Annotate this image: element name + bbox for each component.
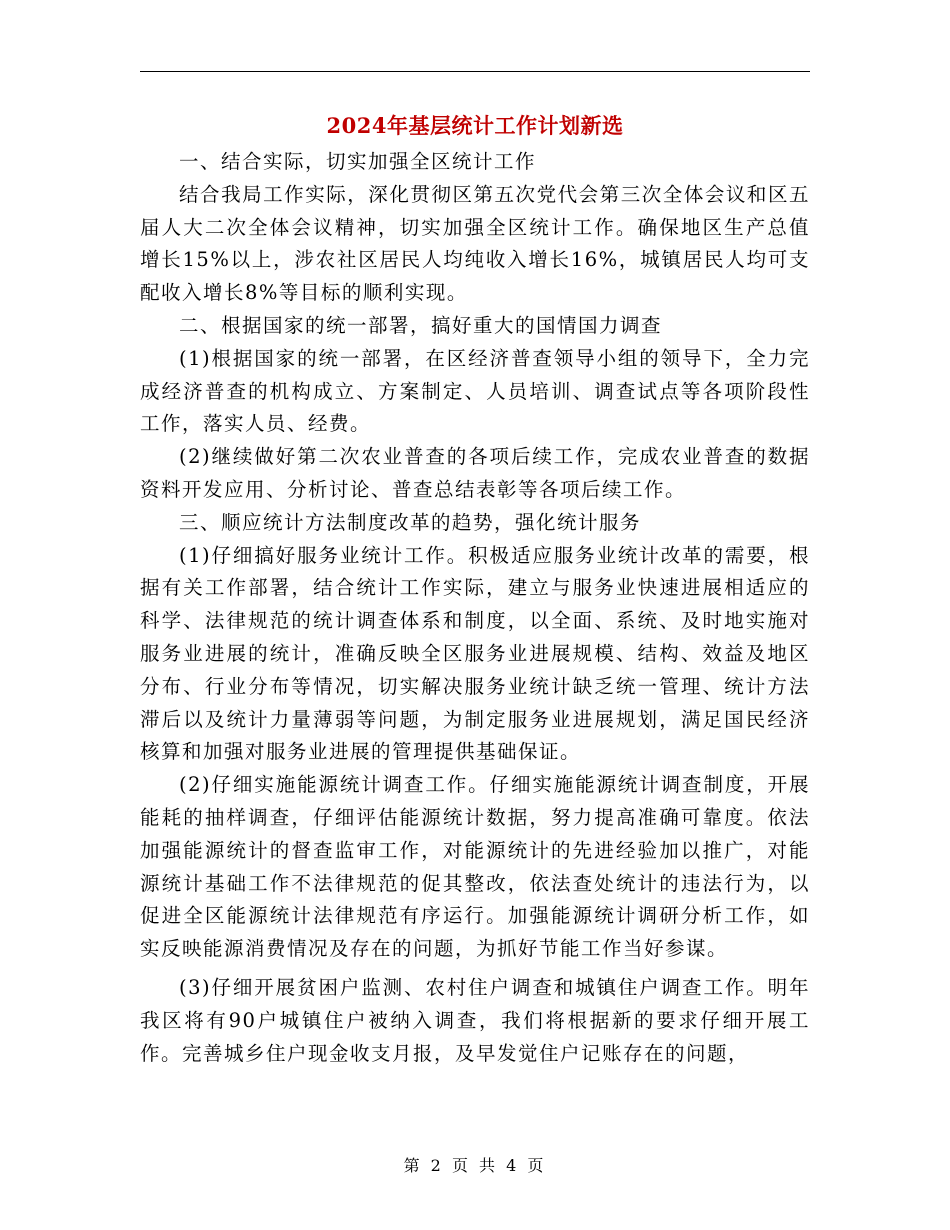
paragraph: (2)继续做好第二次农业普查的各项后续工作，完成农业普查的数据资料开发应用、分析讨论、普查总结表彰等各项后续工作。 bbox=[140, 445, 810, 501]
page-number: 第 2 页 共 4 页 bbox=[403, 1156, 547, 1175]
paragraph: 结合我局工作实际，深化贯彻区第五次党代会第三次全体会议和区五届人大二次全体会议精神，切实加强全区统计工作。确保地区生产总值增长15%以上，涉农社区居民人均纯收入增长16%，城镇居民人均可支配收入增长8%等目标的顺利实现。 bbox=[140, 182, 810, 305]
section-heading-1: 一、结合实际，切实加强全区统计工作 bbox=[179, 150, 537, 173]
section-heading-3: 三、顺应统计方法制度改革的趋势，强化统计服务 bbox=[179, 510, 642, 534]
header-rule bbox=[140, 71, 810, 72]
paragraph: (3)仔细开展贫困户监测、农村住户调查和城镇住户调查工作。明年我区将有90户城镇住户被纳入调查，我们将根据新的要求仔细开展工作。完善城乡住户现金收支月报，及早发觉住户记账存在的问题， bbox=[140, 975, 810, 1065]
document-body bbox=[140, 146, 810, 1070]
paragraph: (2)仔细实施能源统计调查工作。仔细实施能源统计调查制度，开展能耗的抽样调查，仔细评估能源统计数据，努力提高准确可靠度。依法加强能源统计的督查监审工作，对能源统计的先进经验加以推广，对能源统计基础工作不法律规范的促其整改，依法查处统计的违法行为，以促进全区能源统计法律规范有序运行。加强能源统计调研分析工作，如实反映能源消费情况及存在的问题，为抓好节能工作当好参谋。 bbox=[140, 773, 810, 961]
paragraph: (1)仔细搞好服务业统计工作。积极适应服务业统计改革的需要，根据有关工作部署，结合统计工作实际，建立与服务业快速进展相适应的科学、法律规范的统计调查体系和制度，以全面、系统、及时地实施对服务业进展的统计，准确反映全区服务业进展规模、结构、效益及地区分布、行业分布等情况，切实解决服务业统计缺乏统一管理、统计方法滞后以及统计力量薄弱等问题，为制定服务业进展规划，满足国民经济核算和加强对服务业进展的管理提供基础保证。 bbox=[140, 543, 810, 764]
section-heading-2: 二、根据国家的统一部署，搞好重大的国情国力调查 bbox=[179, 313, 663, 337]
paragraph: (1)根据国家的统一部署，在区经济普查领导小组的领导下，全力完成经济普查的机构成立、方案制定、人员培训、调查试点等各项阶段性工作，落实人员、经费。 bbox=[140, 346, 810, 436]
document-title: 2024年基层统计工作计划新选 bbox=[326, 113, 624, 138]
